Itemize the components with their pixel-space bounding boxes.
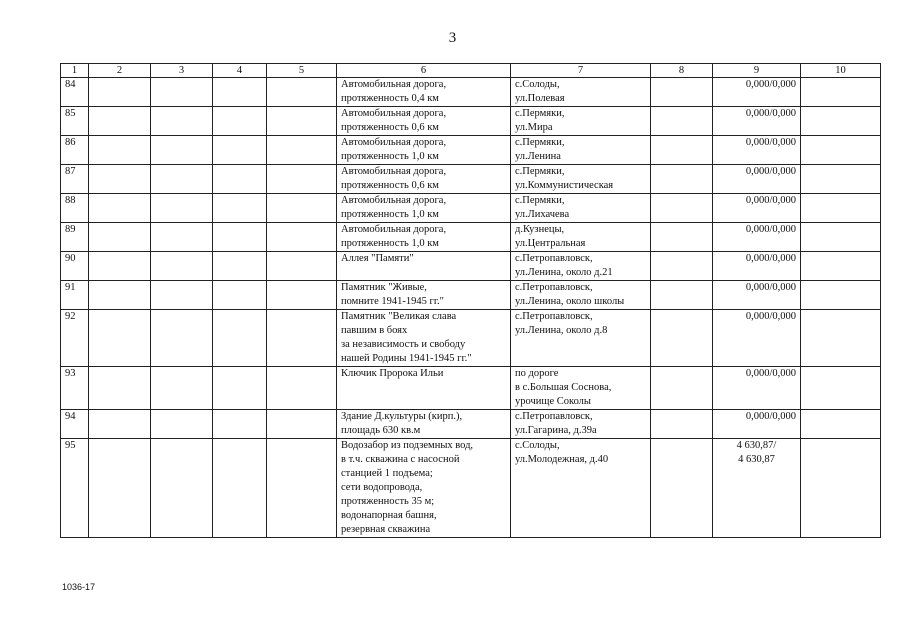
- object-value: 0,000/0,000: [713, 310, 801, 367]
- row-number: 88: [61, 194, 89, 223]
- object-name: Автомобильная дорога, протяженность 0,6 км: [337, 165, 511, 194]
- row-number: 92: [61, 310, 89, 367]
- table-row: [61, 367, 881, 410]
- col-header-5: 5: [267, 64, 337, 78]
- object-value: 0,000/0,000: [713, 410, 801, 439]
- col-header-10: 10: [801, 64, 881, 78]
- page-number: 3: [448, 30, 457, 46]
- table-row: [61, 310, 881, 367]
- register-table: [60, 63, 881, 538]
- object-address: с.Солоды, ул.Полевая: [511, 78, 651, 107]
- object-value: 0,000/0,000: [713, 252, 801, 281]
- table-row: [61, 439, 881, 538]
- table-row: [61, 281, 881, 310]
- object-name: Аллея "Памяти": [337, 252, 511, 281]
- object-value: 0,000/0,000: [713, 136, 801, 165]
- row-number: 94: [61, 410, 89, 439]
- table-row: [61, 136, 881, 165]
- object-value: 4 630,87/ 4 630,87: [713, 439, 801, 538]
- object-address: по дороге в с.Большая Соснова, урочище Соколы: [511, 367, 651, 410]
- row-number: 93: [61, 367, 89, 410]
- row-number: 91: [61, 281, 89, 310]
- row-number: 87: [61, 165, 89, 194]
- col-header-6: 6: [337, 64, 511, 78]
- object-value: 0,000/0,000: [713, 194, 801, 223]
- row-number: 89: [61, 223, 89, 252]
- object-value: 0,000/0,000: [713, 107, 801, 136]
- object-address: с.Петропавловск, ул.Ленина, около школы: [511, 281, 651, 310]
- object-name: Автомобильная дорога, протяженность 1,0 км: [337, 136, 511, 165]
- row-number: 85: [61, 107, 89, 136]
- object-address: с.Пермяки, ул.Лихачева: [511, 194, 651, 223]
- header-row: [61, 64, 881, 78]
- table-row: [61, 410, 881, 439]
- document-code: 1036-17: [62, 582, 96, 592]
- object-name: Автомобильная дорога, протяженность 1,0 км: [337, 194, 511, 223]
- object-address: с.Петропавловск, ул.Гагарина, д.39а: [511, 410, 651, 439]
- object-value: 0,000/0,000: [713, 367, 801, 410]
- object-address: с.Петропавловск, ул.Ленина, около д.21: [511, 252, 651, 281]
- object-value: 0,000/0,000: [713, 78, 801, 107]
- row-number: 95: [61, 439, 89, 538]
- object-value: 0,000/0,000: [713, 281, 801, 310]
- col-header-4: 4: [213, 64, 267, 78]
- object-name: Автомобильная дорога, протяженность 1,0 км: [337, 223, 511, 252]
- object-name: Ключик Пророка Ильи: [337, 367, 511, 410]
- row-number: 86: [61, 136, 89, 165]
- col-header-7: 7: [511, 64, 651, 78]
- row-number: 84: [61, 78, 89, 107]
- object-name: Памятник "Великая слава павшим в боях за независимость и свободу нашей Родины 1941-1945 гг.": [337, 310, 511, 367]
- object-value: 0,000/0,000: [713, 165, 801, 194]
- col-header-1: 1: [61, 64, 89, 78]
- object-value: 0,000/0,000: [713, 223, 801, 252]
- row-number: 90: [61, 252, 89, 281]
- object-address: с.Пермяки, ул.Ленина: [511, 136, 651, 165]
- object-address: с.Пермяки, ул.Мира: [511, 107, 651, 136]
- object-address: д.Кузнецы, ул.Центральная: [511, 223, 651, 252]
- table-row: [61, 252, 881, 281]
- object-name: Автомобильная дорога, протяженность 0,6 км: [337, 107, 511, 136]
- object-name: Автомобильная дорога, протяженность 0,4 км: [337, 78, 511, 107]
- object-address: с.Пермяки, ул.Коммунистическая: [511, 165, 651, 194]
- table-row: [61, 194, 881, 223]
- col-header-3: 3: [151, 64, 213, 78]
- table-row: [61, 165, 881, 194]
- table-row: [61, 107, 881, 136]
- table-row: [61, 78, 881, 107]
- object-name: Водозабор из подземных вод, в т.ч. скважина с насосной станцией 1 подъема; сети водопровода, протяженность 35 м; водонапорная башня, резервная скважина: [337, 439, 511, 538]
- object-name: Здание Д.культуры (кирп.), площадь 630 кв.м: [337, 410, 511, 439]
- object-address: с.Петропавловск, ул.Ленина, около д.8: [511, 310, 651, 367]
- object-address: с.Солоды, ул.Молодежная, д.40: [511, 439, 651, 538]
- col-header-9: 9: [713, 64, 801, 78]
- object-name: Памятник "Живые, помните 1941-1945 гг.": [337, 281, 511, 310]
- col-header-2: 2: [89, 64, 151, 78]
- col-header-8: 8: [651, 64, 713, 78]
- table-row: [61, 223, 881, 252]
